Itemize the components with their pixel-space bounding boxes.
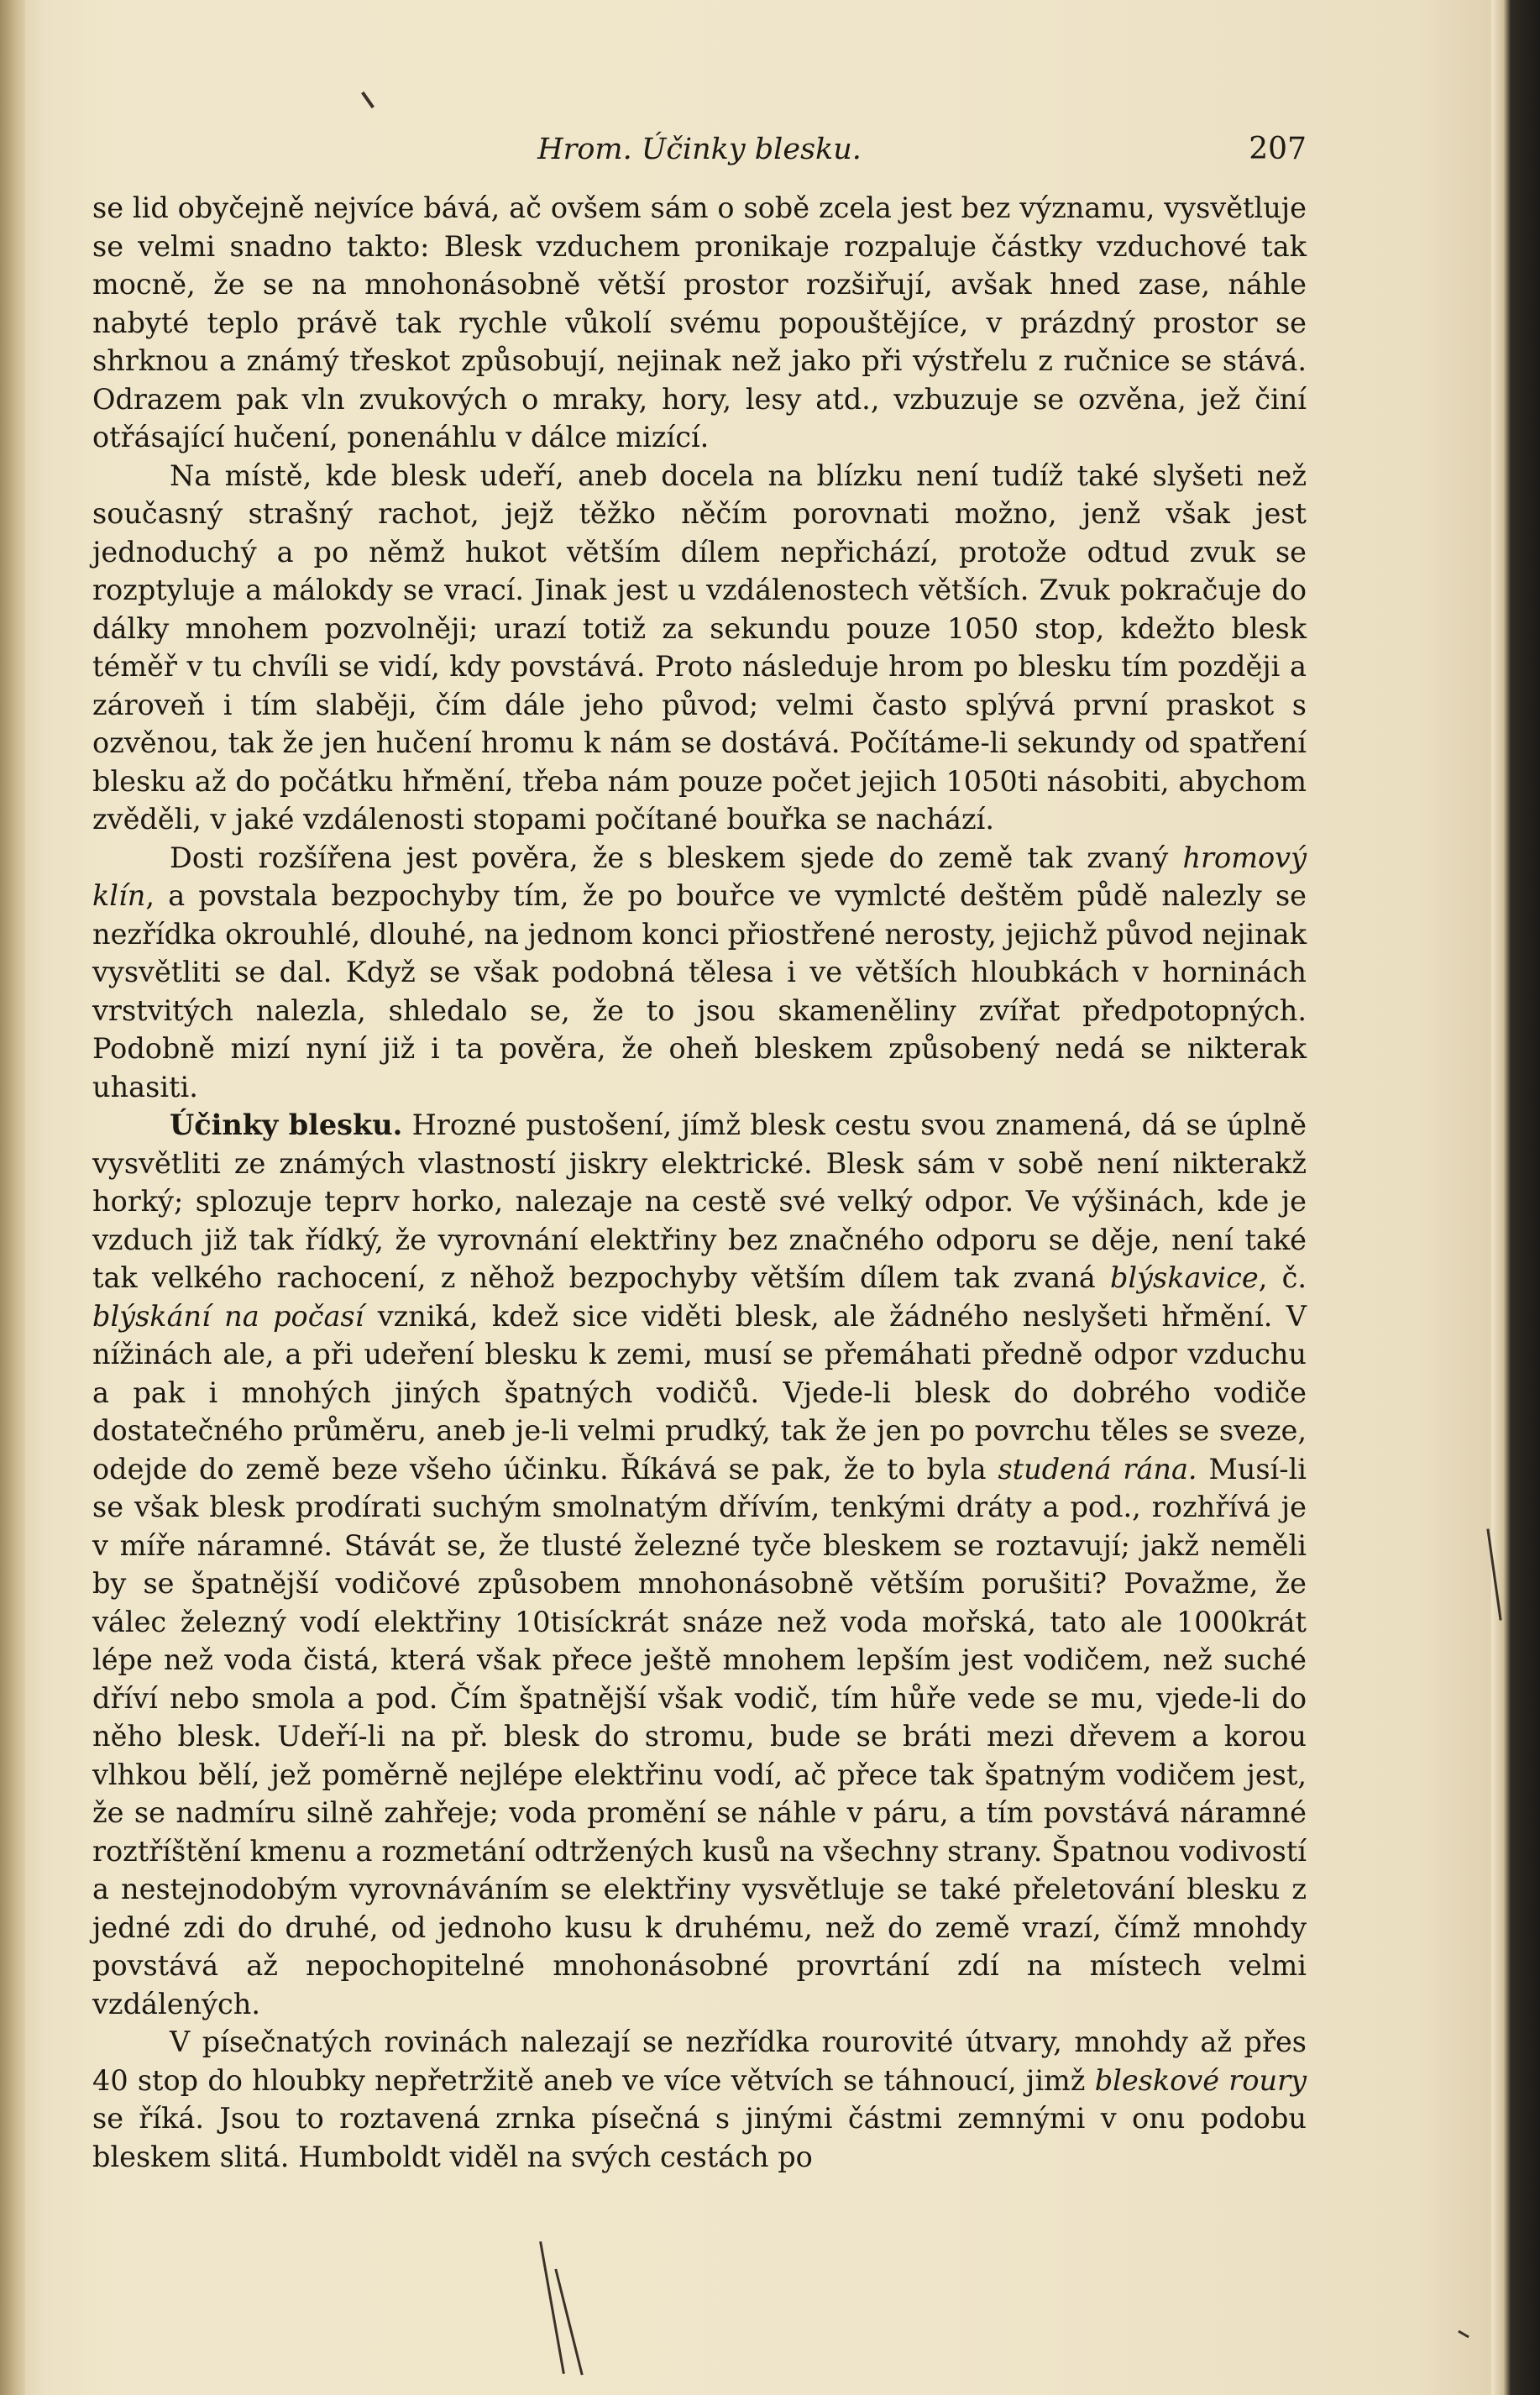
stray-mark-top bbox=[361, 92, 375, 108]
paragraph-5-text-b: se říká. Jsou to roztavená zrnka písečná s jinými částmi zemnými v onu podobu bleskem slitá. Humboldt viděl na svých cestách po bbox=[92, 2102, 1307, 2173]
stray-mark-bottom-2 bbox=[554, 2269, 583, 2376]
section-heading: Účinky blesku. bbox=[170, 1108, 403, 1141]
paragraph-4-text-d: Musí-li se však blesk prodírati suchým smolnatým dřívím, tenkými dráty a pod., rozhřívá je v míře náramné. Stávát se, že tlusté železné tyče bleskem se roztavují; jakž neměli by se špatnější vodičové způsobem mnohonásobně větším porušiti? Považme, že válec železný vodí elektřiny 10tisíckrát snáze než voda mořská, tato ale 1000krát lépe než voda čistá, která však přece ještě mnohem lepším jest vodičem, než suché dříví nebo smola a pod. Čím špatnější však vodič, tím hůře vede se mu, vjede-li do něho blesk. Udeří-li na př. blesk do stromu, bude se bráti mezi dřevem a korou vlhkou bělí, jež poměrně nejlépe elektřinu vodí, ač přece tak špatným vodičem jest, že se nadmíru silně zahřeje; voda promění se náhle v páru, a tím povstává náramné roztříštění kmenu a rozmetání odtržených kusů na všechny strany. Špatnou vodivostí a nestejnodobým vyrovnáváním se elektřiny vysvětluje se také přeletování blesku z jedné zdi do druhé, od jednoho kusu k druhému, než do země vrazí, čímž mnohdy povstává až nepochopitelné mnohonásobné provrtání zdí na místech velmi vzdálených. bbox=[92, 1452, 1307, 2020]
paragraph-1: se lid obyčejně nejvíce bává, ač ovšem sám o sobě zcela jest bez významu, vysvětluje se velmi snadno takto: Blesk vzduchem pronikaje rozpaluje částky vzduchové tak mocně, že se na mnohonásobně větší prostor rozšiřují, avšak hned zase, náhle nabyté teplo právě tak rychle vůkolí svému popouštějíce, v prázdný prostor se shrknou a známý třeskot způsobují, nejinak než jako při výstřelu z ručnice se stává. Odrazem pak vln zvukových o mraky, hory, lesy atd., vzbuzuje se ozvěna, jež činí otřásající hučení, ponenáhlu v dálce mizící. bbox=[92, 191, 1307, 453]
running-title: Hrom. Účinky blesku. bbox=[537, 133, 862, 166]
paragraph-4 bbox=[92, 1106, 1307, 2023]
page-right-edge bbox=[1491, 0, 1540, 2395]
paragraph-4-text-a: Hrozné pustošení, jímž blesk cestu svou znamená, dá se úplně vysvětliti ze známých vlastností jiskry elektrické. Blesk sám v sobě není nikterakž horký; splozuje teprv horko, nalezaje na cestě své velký odpor. Ve výšinách, kde je vzduch již tak řídký, že vyrovnání elektřiny bez značného odporu se děje, není také tak velkého rachocení, z něhož bezpochyby větším dílem tak zvaná bbox=[92, 1108, 1307, 1294]
paragraph-4-term-3: studená rána. bbox=[998, 1452, 1197, 1486]
paragraph-5-term: bleskové roury bbox=[1094, 2063, 1307, 2097]
paragraph-5-text-a: V písečnatých rovinách nalezají se nezřídka rourovité útvary, mnohdy až přes 40 stop do hloubky nepřetržitě aneb ve více větvích se táhnoucí, jimž bbox=[92, 2026, 1307, 2097]
paragraph-3-text-a: Dosti rozšířena jest pověra, že s bleskem sjede do země tak zvaný bbox=[170, 841, 1183, 874]
paragraph-2: Na místě, kde blesk udeří, aneb docela na blízku není tudíž také slyšeti než současný strašný rachot, jejž těžko něčím porovnati možno, jenž však jest jednoduchý a po němž hukot větším dílem nepřichází, protože odtud zvuk se rozptyluje a málokdy se vrací. Jinak jest u vzdálenostech větších. Zvuk pokračuje do dálky mnohem pozvolněji; urazí totiž za sekundu pouze 1050 stop, kdežto blesk téměř v tu chvíli se vidí, kdy povstává. Proto následuje hrom po blesku tím později a zároveň i tím slaběji, čím dále jeho původ; velmi často splývá první praskot s ozvěnou, tak že jen hučení hromu k nám se dostává. Počítáme-li sekundy od spatření blesku až do počátku hřmění, třeba nám pouze počet jejich 1050ti násobiti, abychom zvěděli, v jaké vzdálenosti stopami počítané bouřka se nachází. bbox=[92, 459, 1307, 836]
page-header bbox=[92, 124, 1307, 175]
paragraph-4-text-c: vzniká, kdež sice viděti blesk, ale žádného neslyšeti hřmění. V nížinách ale, a při udeření blesku k zemi, musí se přemáhati předně odpor vzduchu a pak i mnohých jiných špatných vodičů. Vjede-li blesk do dobrého vodiče dostatečného průměru, aneb je-li velmi prudký, tak že jen po povrchu těles se sveze, odejde do země beze všeho účinku. Říkává se pak, že to byla bbox=[92, 1299, 1307, 1486]
paragraph-3-text-b: , a povstala bezpochyby tím, že po bouřce ve vymlcté deštěm půdě nalezly se nezřídka okrouhlé, dlouhé, na jednom konci přiostřené nerosty, jejichž původ nejinak vysvětliti se dal. Když se však podobná tělesa i ve větších hloubkách v horninách vrstvitých nalezla, shledalo se, že to jsou skameněliny zvířat předpotopných. Podobně mizí nyní již i ta pověra, že oheň bleskem způsobený nedá se nikterak uhasiti. bbox=[92, 879, 1307, 1103]
page-binding-edge bbox=[0, 0, 25, 2395]
page-number: 207 bbox=[1249, 132, 1307, 166]
stray-mark-corner bbox=[1458, 2330, 1469, 2339]
page-body bbox=[92, 189, 1307, 2176]
stray-mark-bottom-1 bbox=[539, 2241, 565, 2374]
paragraph-4-term-1: blýskavice bbox=[1109, 1261, 1259, 1294]
paragraph-5 bbox=[92, 2023, 1307, 2176]
paragraph-4-term-2: blýskání na počasí bbox=[92, 1299, 364, 1333]
paragraph-4-text-b: , č. bbox=[1258, 1261, 1307, 1294]
paragraph-3 bbox=[92, 839, 1307, 1107]
paragraph-3-term: hromový klín bbox=[92, 841, 1307, 912]
